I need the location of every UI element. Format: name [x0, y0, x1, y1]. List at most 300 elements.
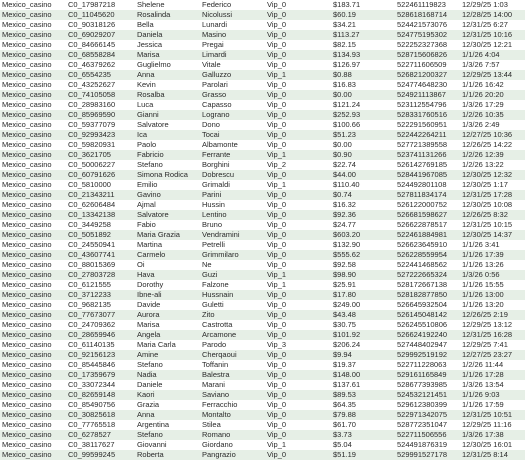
- vip-level-cell[interactable]: Vip_1: [267, 270, 287, 279]
- phone-cell[interactable]: 524774648230: [397, 80, 448, 89]
- table-row[interactable]: [0, 270, 525, 280]
- first-name-cell[interactable]: Martina: [137, 240, 163, 249]
- customer-id-cell[interactable]: C0_6278527: [68, 430, 111, 439]
- phone-cell[interactable]: 529612380399: [397, 400, 448, 409]
- last-name-cell[interactable]: Guzi: [202, 270, 218, 279]
- casino-cell[interactable]: Mexico_casino: [2, 210, 52, 219]
- first-name-cell[interactable]: Salvatore: [137, 210, 169, 219]
- vip-level-cell[interactable]: Vip_1: [267, 180, 287, 189]
- phone-cell[interactable]: 526821200327: [397, 70, 448, 79]
- phone-cell[interactable]: 522711506556: [397, 430, 447, 439]
- vip-level-cell[interactable]: Vip_0: [267, 290, 287, 299]
- first-name-cell[interactable]: Guglielmo: [137, 60, 171, 69]
- first-name-cell[interactable]: Salvatore: [137, 120, 169, 129]
- table-row[interactable]: [0, 440, 525, 450]
- datetime-cell[interactable]: 12/29/25 1:03: [462, 0, 508, 9]
- casino-cell[interactable]: Mexico_casino: [2, 40, 52, 49]
- datetime-cell[interactable]: 1/2/26 13:22: [462, 160, 504, 169]
- datetime-cell[interactable]: 1/1/26 17:28: [462, 370, 504, 379]
- amount-cell[interactable]: $137.61: [333, 380, 361, 389]
- vip-level-cell[interactable]: Vip_0: [267, 410, 287, 419]
- amount-cell[interactable]: $0.74: [333, 190, 352, 199]
- amount-cell[interactable]: $89.53: [333, 390, 356, 399]
- last-name-cell[interactable]: Ferrante: [202, 150, 231, 159]
- phone-cell[interactable]: 528618168714: [397, 10, 448, 19]
- phone-cell[interactable]: 524491876319: [397, 440, 448, 449]
- table-row[interactable]: [0, 60, 525, 70]
- customer-id-cell[interactable]: C0_3621705: [68, 150, 111, 159]
- casino-cell[interactable]: Mexico_casino: [2, 50, 52, 59]
- last-name-cell[interactable]: Albamonte: [202, 140, 238, 149]
- last-name-cell[interactable]: Pangrazio: [202, 450, 236, 459]
- first-name-cell[interactable]: Hava: [137, 270, 155, 279]
- amount-cell[interactable]: $60.19: [333, 10, 356, 19]
- vip-level-cell[interactable]: Vip_0: [267, 190, 287, 199]
- vip-level-cell[interactable]: Vip_0: [267, 140, 287, 149]
- customer-id-cell[interactable]: C0_28983160: [68, 100, 116, 109]
- table-row[interactable]: [0, 40, 525, 50]
- table-row[interactable]: [0, 390, 525, 400]
- phone-cell[interactable]: 522971342075: [397, 410, 448, 419]
- first-name-cell[interactable]: Daniela: [137, 30, 163, 39]
- vip-level-cell[interactable]: Vip_0: [267, 300, 287, 309]
- last-name-cell[interactable]: Balestra: [202, 370, 230, 379]
- phone-cell[interactable]: 526142769185: [397, 160, 448, 169]
- phone-cell[interactable]: 522461119823: [397, 0, 446, 9]
- customer-id-cell[interactable]: C0_38117627: [68, 440, 115, 449]
- first-name-cell[interactable]: Amine: [137, 350, 159, 359]
- table-row[interactable]: [0, 160, 525, 170]
- casino-cell[interactable]: Mexico_casino: [2, 80, 52, 89]
- customer-id-cell[interactable]: C0_59377079: [68, 120, 116, 129]
- table-row[interactable]: [0, 0, 525, 10]
- last-name-cell[interactable]: Nicolussi: [202, 10, 233, 19]
- customer-id-cell[interactable]: C0_11045620: [68, 10, 115, 19]
- phone-cell[interactable]: 528331760516: [397, 110, 448, 119]
- first-name-cell[interactable]: Maria Carla: [137, 340, 176, 349]
- first-name-cell[interactable]: Roberta: [137, 450, 164, 459]
- table-row[interactable]: [0, 350, 525, 360]
- table-row[interactable]: [0, 290, 525, 300]
- vip-level-cell[interactable]: Vip_0: [267, 20, 287, 29]
- datetime-cell[interactable]: 1/3/26 13:54: [462, 380, 504, 389]
- vip-level-cell[interactable]: Vip_0: [267, 40, 287, 49]
- last-name-cell[interactable]: Toffanin: [202, 360, 229, 369]
- amount-cell[interactable]: $44.00: [333, 170, 356, 179]
- amount-cell[interactable]: $61.70: [333, 420, 356, 429]
- casino-cell[interactable]: Mexico_casino: [2, 290, 52, 299]
- customer-id-cell[interactable]: C0_6554235: [68, 70, 111, 79]
- vip-level-cell[interactable]: Vip_0: [267, 0, 287, 9]
- casino-cell[interactable]: Mexico_casino: [2, 340, 52, 349]
- phone-cell[interactable]: 527448402947: [397, 340, 448, 349]
- customer-id-cell[interactable]: C0_24709362: [68, 320, 116, 329]
- datetime-cell[interactable]: 1/1/26 20:20: [462, 90, 504, 99]
- amount-cell[interactable]: $43.48: [333, 310, 356, 319]
- datetime-cell[interactable]: 1/3/26 17:38: [462, 430, 504, 439]
- table-row[interactable]: [0, 340, 525, 350]
- first-name-cell[interactable]: Marisa: [137, 320, 160, 329]
- first-name-cell[interactable]: Davide: [137, 300, 161, 309]
- casino-cell[interactable]: Mexico_casino: [2, 110, 52, 119]
- casino-cell[interactable]: Mexico_casino: [2, 320, 52, 329]
- table-row[interactable]: [0, 200, 525, 210]
- amount-cell[interactable]: $25.91: [333, 280, 356, 289]
- vip-level-cell[interactable]: Vip_0: [267, 120, 287, 129]
- table-row[interactable]: [0, 430, 525, 440]
- casino-cell[interactable]: Mexico_casino: [2, 360, 52, 369]
- last-name-cell[interactable]: Falzone: [202, 280, 229, 289]
- datetime-cell[interactable]: 12/30/25 12:32: [462, 170, 513, 179]
- customer-id-cell[interactable]: C0_13342138: [68, 210, 116, 219]
- customer-id-cell[interactable]: C0_88015369: [68, 260, 116, 269]
- amount-cell[interactable]: $206.24: [333, 340, 361, 349]
- amount-cell[interactable]: $64.35: [333, 400, 356, 409]
- casino-cell[interactable]: Mexico_casino: [2, 190, 52, 199]
- amount-cell[interactable]: $82.15: [333, 40, 356, 49]
- customer-id-cell[interactable]: C0_30825618: [68, 410, 116, 419]
- table-row[interactable]: [0, 380, 525, 390]
- customer-id-cell[interactable]: C0_17359679: [68, 370, 116, 379]
- casino-cell[interactable]: Mexico_casino: [2, 100, 52, 109]
- casino-cell[interactable]: Mexico_casino: [2, 220, 52, 229]
- casino-cell[interactable]: Mexico_casino: [2, 260, 52, 269]
- table-row[interactable]: [0, 70, 525, 80]
- last-name-cell[interactable]: Grimaldi: [202, 180, 230, 189]
- table-row[interactable]: [0, 410, 525, 420]
- table-row[interactable]: [0, 120, 525, 130]
- datetime-cell[interactable]: 1/1/26 13:20: [462, 300, 504, 309]
- casino-cell[interactable]: Mexico_casino: [2, 180, 52, 189]
- first-name-cell[interactable]: Fabio: [137, 220, 156, 229]
- casino-cell[interactable]: Mexico_casino: [2, 70, 52, 79]
- first-name-cell[interactable]: Oi: [137, 260, 145, 269]
- datetime-cell[interactable]: 1/1/26 17:39: [462, 250, 504, 259]
- datetime-cell[interactable]: 1/1/26 13:26: [462, 260, 504, 269]
- phone-cell[interactable]: 529161165849: [397, 370, 447, 379]
- casino-cell[interactable]: Mexico_casino: [2, 390, 52, 399]
- phone-cell[interactable]: 528172667138: [397, 280, 448, 289]
- vip-level-cell[interactable]: Vip_0: [267, 310, 287, 319]
- datetime-cell[interactable]: 12/31/25 16:28: [462, 330, 513, 339]
- first-name-cell[interactable]: Ajmal: [137, 200, 156, 209]
- last-name-cell[interactable]: Saviano: [202, 390, 230, 399]
- datetime-cell[interactable]: 12/28/25 14:00: [462, 10, 513, 19]
- vip-level-cell[interactable]: Vip_3: [267, 340, 287, 349]
- table-row[interactable]: [0, 370, 525, 380]
- phone-cell[interactable]: 524421573076: [397, 20, 448, 29]
- phone-cell[interactable]: 527721389558: [397, 140, 448, 149]
- last-name-cell[interactable]: Vitale: [202, 60, 221, 69]
- datetime-cell[interactable]: 1/1/26 3:41: [462, 240, 500, 249]
- casino-cell[interactable]: Mexico_casino: [2, 280, 52, 289]
- customer-id-cell[interactable]: C0_69029207: [68, 30, 116, 39]
- casino-cell[interactable]: Mexico_casino: [2, 440, 52, 449]
- first-name-cell[interactable]: Kevin: [137, 80, 156, 89]
- first-name-cell[interactable]: Aurora: [137, 310, 160, 319]
- customer-id-cell[interactable]: C0_92156123: [68, 350, 116, 359]
- vip-level-cell[interactable]: Vip_0: [267, 420, 287, 429]
- first-name-cell[interactable]: Simona Rodica: [137, 170, 188, 179]
- casino-cell[interactable]: Mexico_casino: [2, 160, 52, 169]
- datetime-cell[interactable]: 12/26/25 8:32: [462, 210, 508, 219]
- first-name-cell[interactable]: Luca: [137, 100, 154, 109]
- first-name-cell[interactable]: Marisa: [137, 50, 160, 59]
- first-name-cell[interactable]: Nadia: [137, 370, 157, 379]
- datetime-cell[interactable]: 1/1/26 4:04: [462, 50, 500, 59]
- last-name-cell[interactable]: Hussnain: [202, 290, 234, 299]
- datetime-cell[interactable]: 1/3/26 0:56: [462, 270, 500, 279]
- phone-cell[interactable]: 528715606826: [397, 50, 448, 59]
- customer-id-cell[interactable]: C0_99599245: [68, 450, 116, 459]
- customer-id-cell[interactable]: C0_82659148: [68, 390, 116, 399]
- casino-cell[interactable]: Mexico_casino: [2, 240, 52, 249]
- first-name-cell[interactable]: Angela: [137, 330, 161, 339]
- table-row[interactable]: [0, 80, 525, 90]
- amount-cell[interactable]: $51.19: [333, 450, 356, 459]
- casino-cell[interactable]: Mexico_casino: [2, 420, 52, 429]
- table-row[interactable]: [0, 400, 525, 410]
- phone-cell[interactable]: 526622878517: [397, 220, 448, 229]
- customer-id-cell[interactable]: C0_17987218: [68, 0, 116, 9]
- datetime-cell[interactable]: 12/31/25 10:51: [462, 410, 513, 419]
- casino-cell[interactable]: Mexico_casino: [2, 380, 52, 389]
- datetime-cell[interactable]: 1/2/26 12:39: [462, 150, 504, 159]
- vip-level-cell[interactable]: Vip_0: [267, 30, 287, 39]
- customer-id-cell[interactable]: C0_46379262: [68, 60, 116, 69]
- last-name-cell[interactable]: Parini: [202, 190, 222, 199]
- table-row[interactable]: [0, 30, 525, 40]
- first-name-cell[interactable]: Ibne-ali: [137, 290, 162, 299]
- phone-cell[interactable]: 526122000752: [397, 200, 448, 209]
- table-row[interactable]: [0, 230, 525, 240]
- last-name-cell[interactable]: Masino: [202, 30, 227, 39]
- table-row[interactable]: [0, 300, 525, 310]
- datetime-cell[interactable]: 12/30/25 10:08: [462, 200, 513, 209]
- customer-id-cell[interactable]: C0_6121555: [68, 280, 111, 289]
- datetime-cell[interactable]: 1/3/26 17:29: [462, 100, 504, 109]
- casino-cell[interactable]: Mexico_casino: [2, 130, 52, 139]
- first-name-cell[interactable]: Emilio: [137, 180, 158, 189]
- customer-id-cell[interactable]: C0_27803728: [68, 270, 116, 279]
- vip-level-cell[interactable]: Vip_1: [267, 440, 287, 449]
- casino-cell[interactable]: Mexico_casino: [2, 410, 52, 419]
- phone-cell[interactable]: 524492801108: [397, 180, 447, 189]
- amount-cell[interactable]: $110.40: [333, 180, 360, 189]
- phone-cell[interactable]: 526645932504: [397, 300, 448, 309]
- vip-level-cell[interactable]: Vip_1: [267, 150, 287, 159]
- amount-cell[interactable]: $0.00: [333, 90, 352, 99]
- amount-cell[interactable]: $252.93: [333, 110, 361, 119]
- table-row[interactable]: [0, 280, 525, 290]
- first-name-cell[interactable]: Stefano: [137, 160, 163, 169]
- phone-cell[interactable]: 522711228063: [397, 360, 447, 369]
- vip-level-cell[interactable]: Vip_0: [267, 380, 287, 389]
- last-name-cell[interactable]: Vendramini: [202, 230, 240, 239]
- first-name-cell[interactable]: Shelene: [137, 0, 165, 9]
- customer-id-cell[interactable]: C0_90318126: [68, 20, 116, 29]
- vip-level-cell[interactable]: Vip_0: [267, 170, 287, 179]
- casino-cell[interactable]: Mexico_casino: [2, 370, 52, 379]
- amount-cell[interactable]: $603.20: [333, 230, 361, 239]
- table-row[interactable]: [0, 250, 525, 260]
- casino-cell[interactable]: Mexico_casino: [2, 20, 52, 29]
- customer-id-cell[interactable]: C0_59820931: [68, 140, 116, 149]
- first-name-cell[interactable]: Dorothy: [137, 280, 164, 289]
- datetime-cell[interactable]: 1/1/26 13:00: [462, 290, 504, 299]
- first-name-cell[interactable]: Daniele: [137, 380, 163, 389]
- datetime-cell[interactable]: 12/29/25 11:16: [462, 420, 512, 429]
- table-row[interactable]: [0, 130, 525, 140]
- casino-cell[interactable]: Mexico_casino: [2, 310, 52, 319]
- amount-cell[interactable]: $5.04: [333, 440, 352, 449]
- datetime-cell[interactable]: 12/29/25 13:12: [462, 320, 513, 329]
- last-name-cell[interactable]: Pregai: [202, 40, 224, 49]
- last-name-cell[interactable]: Ne: [202, 260, 212, 269]
- first-name-cell[interactable]: Stefano: [137, 360, 163, 369]
- customer-id-cell[interactable]: C0_74105058: [68, 90, 116, 99]
- phone-cell[interactable]: 522441468562: [397, 260, 448, 269]
- datetime-cell[interactable]: 1/1/26 16:42: [462, 80, 504, 89]
- phone-cell[interactable]: 526145048142: [397, 310, 448, 319]
- vip-level-cell[interactable]: Vip_0: [267, 400, 287, 409]
- last-name-cell[interactable]: Stilea: [202, 420, 221, 429]
- datetime-cell[interactable]: 12/30/25 16:01: [462, 440, 513, 449]
- customer-id-cell[interactable]: C0_43252627: [68, 80, 116, 89]
- vip-level-cell[interactable]: Vip_0: [267, 450, 287, 459]
- last-name-cell[interactable]: Lentino: [202, 210, 227, 219]
- datetime-cell[interactable]: 12/26/25 2:19: [462, 310, 508, 319]
- first-name-cell[interactable]: Gianni: [137, 110, 159, 119]
- customer-id-cell[interactable]: C0_85969590: [68, 110, 116, 119]
- amount-cell[interactable]: $98.90: [333, 270, 356, 279]
- phone-cell[interactable]: 526228559954: [397, 250, 448, 259]
- amount-cell[interactable]: $92.58: [333, 260, 356, 269]
- customer-id-cell[interactable]: C0_3449258: [68, 220, 111, 229]
- amount-cell[interactable]: $79.88: [333, 410, 356, 419]
- vip-level-cell[interactable]: Vip_0: [267, 390, 287, 399]
- vip-level-cell[interactable]: Vip_0: [267, 430, 287, 439]
- table-row[interactable]: [0, 140, 525, 150]
- amount-cell[interactable]: $134.93: [333, 50, 361, 59]
- phone-cell[interactable]: 528772351047: [397, 420, 448, 429]
- datetime-cell[interactable]: 12/27/25 10:36: [462, 130, 513, 139]
- vip-level-cell[interactable]: Vip_0: [267, 200, 287, 209]
- last-name-cell[interactable]: Limardi: [202, 50, 227, 59]
- amount-cell[interactable]: $16.83: [333, 80, 356, 89]
- table-row[interactable]: [0, 100, 525, 110]
- casino-cell[interactable]: Mexico_casino: [2, 90, 52, 99]
- last-name-cell[interactable]: Grasso: [202, 90, 227, 99]
- datetime-cell[interactable]: 12/31/25 6:27: [462, 20, 508, 29]
- vip-level-cell[interactable]: Vip_0: [267, 60, 287, 69]
- casino-cell[interactable]: Mexico_casino: [2, 140, 52, 149]
- customer-id-cell[interactable]: C0_77673077: [68, 310, 116, 319]
- last-name-cell[interactable]: Parodo: [202, 340, 227, 349]
- casino-cell[interactable]: Mexico_casino: [2, 270, 52, 279]
- vip-level-cell[interactable]: Vip_1: [267, 70, 287, 79]
- table-row[interactable]: [0, 310, 525, 320]
- datetime-cell[interactable]: 1/3/26 7:57: [462, 60, 500, 69]
- datetime-cell[interactable]: 12/29/25 7:41: [462, 340, 508, 349]
- phone-cell[interactable]: 528182877850: [397, 290, 448, 299]
- amount-cell[interactable]: $121.24: [333, 100, 361, 109]
- casino-cell[interactable]: Mexico_casino: [2, 330, 52, 339]
- last-name-cell[interactable]: Zito: [202, 310, 215, 319]
- phone-cell[interactable]: 524532121451: [397, 390, 448, 399]
- amount-cell[interactable]: $126.97: [333, 60, 361, 69]
- vip-level-cell[interactable]: Vip_0: [267, 320, 287, 329]
- phone-cell[interactable]: 528677393985: [397, 380, 448, 389]
- last-name-cell[interactable]: Cherqaoui: [202, 350, 237, 359]
- customer-id-cell[interactable]: C0_24550941: [68, 240, 116, 249]
- phone-cell[interactable]: 522291560951: [397, 120, 448, 129]
- casino-cell[interactable]: Mexico_casino: [2, 450, 52, 459]
- amount-cell[interactable]: $34.21: [333, 20, 356, 29]
- vip-level-cell[interactable]: Vip_0: [267, 230, 287, 239]
- table-row[interactable]: [0, 420, 525, 430]
- customer-id-cell[interactable]: C0_62606484: [68, 200, 116, 209]
- casino-cell[interactable]: Mexico_casino: [2, 200, 52, 209]
- vip-level-cell[interactable]: Vip_0: [267, 10, 287, 19]
- first-name-cell[interactable]: Kaori: [137, 390, 155, 399]
- phone-cell[interactable]: 528441967085: [397, 170, 448, 179]
- last-name-cell[interactable]: Montalto: [202, 410, 231, 419]
- table-row[interactable]: [0, 190, 525, 200]
- last-name-cell[interactable]: Galluzzo: [202, 70, 232, 79]
- first-name-cell[interactable]: Argentina: [137, 420, 170, 429]
- phone-cell[interactable]: 522711606509: [397, 60, 447, 69]
- phone-cell[interactable]: 529991527178: [397, 450, 448, 459]
- phone-cell[interactable]: 524775195302: [397, 30, 448, 39]
- customer-id-cell[interactable]: C0_3712233: [68, 290, 111, 299]
- last-name-cell[interactable]: Romano: [202, 430, 231, 439]
- customer-id-cell[interactable]: C0_85490756: [68, 400, 116, 409]
- amount-cell[interactable]: $132.90: [333, 240, 361, 249]
- vip-level-cell[interactable]: Vip_0: [267, 100, 287, 109]
- last-name-cell[interactable]: Lunardi: [202, 20, 228, 29]
- table-row[interactable]: [0, 450, 525, 460]
- customer-id-cell[interactable]: C0_9682135: [68, 300, 111, 309]
- vip-level-cell[interactable]: Vip_2: [267, 160, 287, 169]
- first-name-cell[interactable]: Carmelo: [137, 250, 166, 259]
- vip-level-cell[interactable]: Vip_0: [267, 370, 287, 379]
- datetime-cell[interactable]: 1/2/26 10:35: [462, 110, 504, 119]
- casino-cell[interactable]: Mexico_casino: [2, 300, 52, 309]
- customer-id-cell[interactable]: C0_50006227: [68, 160, 116, 169]
- datetime-cell[interactable]: 12/31/25 17:28: [462, 190, 513, 199]
- first-name-cell[interactable]: Rosalba: [137, 90, 165, 99]
- last-name-cell[interactable]: Arcamone: [202, 330, 237, 339]
- datetime-cell[interactable]: 12/30/25 14:37: [462, 230, 513, 239]
- table-row[interactable]: [0, 220, 525, 230]
- datetime-cell[interactable]: 12/31/25 10:16: [462, 30, 513, 39]
- amount-cell[interactable]: $101.92: [333, 330, 361, 339]
- last-name-cell[interactable]: Ferracchio: [202, 400, 238, 409]
- table-row[interactable]: [0, 150, 525, 160]
- amount-cell[interactable]: $24.77: [333, 220, 356, 229]
- table-row[interactable]: [0, 50, 525, 60]
- last-name-cell[interactable]: Guletti: [202, 300, 224, 309]
- amount-cell[interactable]: $16.32: [333, 200, 356, 209]
- phone-cell[interactable]: 524921113867: [397, 90, 446, 99]
- amount-cell[interactable]: $0.90: [333, 150, 352, 159]
- first-name-cell[interactable]: Maria Grazia: [137, 230, 180, 239]
- amount-cell[interactable]: $3.73: [333, 430, 352, 439]
- last-name-cell[interactable]: Lograno: [202, 110, 230, 119]
- casino-cell[interactable]: Mexico_casino: [2, 250, 52, 259]
- last-name-cell[interactable]: Hussin: [202, 200, 225, 209]
